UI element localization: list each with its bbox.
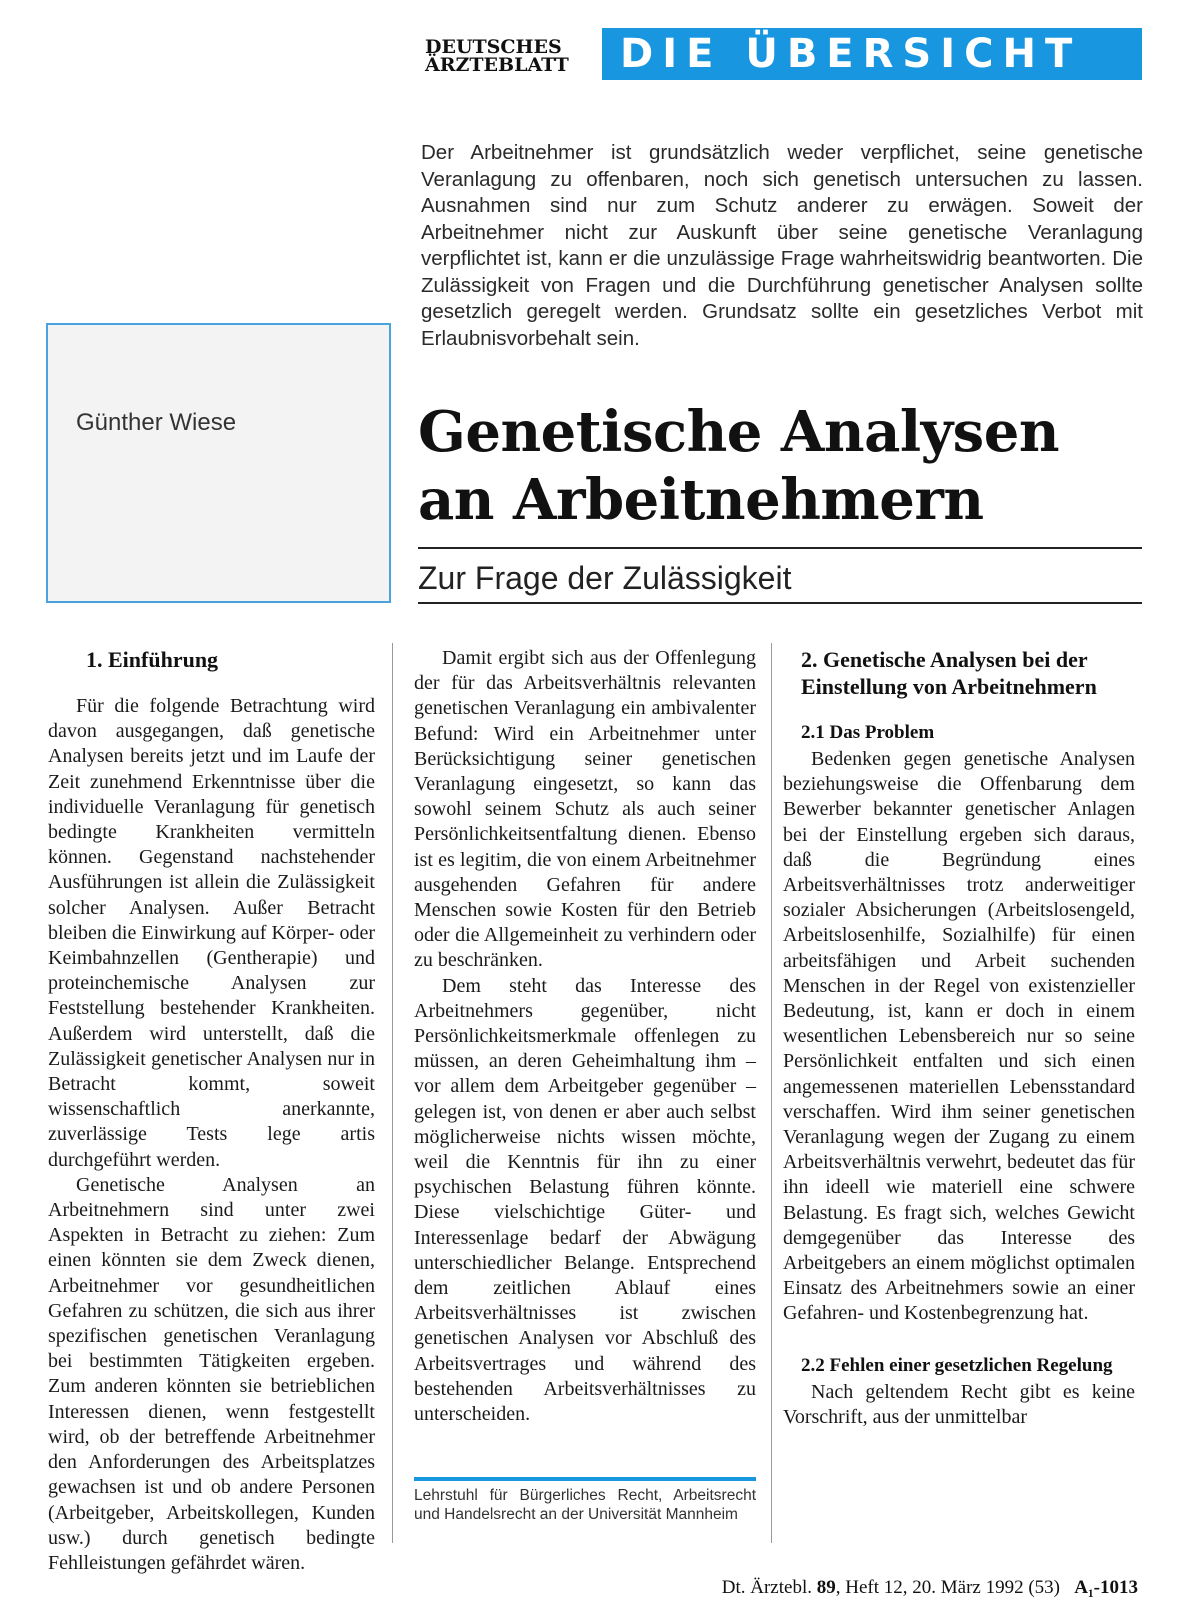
column-divider-1 <box>392 643 393 1543</box>
title-rule-bottom <box>418 602 1142 604</box>
section-heading-genetic-analyses: 2. Genetische Analysen bei der Einstellung von Arbeitnehmern <box>801 647 1097 699</box>
paragraph: Für die folgende Betrachtung wird davon ausgegangen, daß genetische Analysen bereits jetzt und im Laufe der Zeit zunehmend Erkenntnisse über die individuelle Veranlagung für genetisch bedingte Krankheiten vermitteln können. Gegenstand nachstehender Ausführungen ist allein die Zulässigkeit solcher Analysen. Außer Betracht bleiben die Einwirkung auf Körper- oder Keimbahnzellen (Gentherapie) und proteinchemische Analysen zur Feststellung bestehender Krankheiten. Außerdem wird unterstellt, daß die Zulässigkeit genetischer Analysen nur in Betracht kommt, soweit wissenschaftlich anerkannte, zuverlässige Tests lege artis durchgeführt werden. <box>48 695 375 1171</box>
column-2 <box>414 646 756 1427</box>
footer-journal: Dt. Ärztebl. <box>721 1577 812 1598</box>
author-name: Günther Wiese <box>76 409 237 436</box>
paragraph: Genetische Analysen an Arbeitnehmern sind unter zwei Aspekten in Betracht zu ziehen: Zum einen könnten sie dem Zweck dienen, Arbeitnehmer vor gesundheitlichen Gefahren zu schützen, die sich aus ihrer spezifischen genetischen Veranlagung bei bestimmten Tätigkeiten ergeben. Zum anderen könnten sie betrieblichen Interessen dienen, wenn festgestellt wird, ob der betreffende Arbeitnehmer den Anforderungen des Arbeitsplatzes gewachsen ist und ob andere Personen (Arbeitgeber, Arbeitskollegen, Kunden usw.) durch genetisch bedingte Fehlleistungen gefährdet wären. <box>48 1173 375 1574</box>
logo-line-1: DEUTSCHES <box>425 36 562 58</box>
footer-volume: 89 <box>816 1577 836 1598</box>
author-box <box>46 323 391 603</box>
column-1 <box>48 646 375 1576</box>
title-line-2: an Arbeitnehmern <box>418 467 984 533</box>
title-rule-top <box>418 547 1142 549</box>
column-divider-2 <box>771 643 772 1543</box>
subsection-heading-problem: 2.1 Das Problem <box>801 722 935 743</box>
paragraph: Dem steht das Interesse des Arbeitnehmers gegenüber, nicht Persönlichkeitsmerkmale offenlegen zu müssen, an deren Geheimhaltung ihm – vor allem dem Arbeitgeber gegenüber – gelegen ist, von denen er aber auch selbst möglicherweise nichts wissen möchte, weil die Kenntnis für ihn zu einer psychischen Belastung führen könnte. Diese vielschichtige Güter- und Interessenlage bedarf der Abwägung unterschiedlicher Belange. Entsprechend dem zeitlichen Ablauf eines Arbeitsverhältnisses ist zwischen genetischen Analysen vor Abschluß des Arbeitsvertrages und während des bestehenden Arbeitsverhältnisses zu unterscheiden. <box>414 974 756 1426</box>
paragraph: Bedenken gegen genetische Analysen beziehungsweise die Offenbarung dem Bewerber bekannter genetischer Anlagen bei der Einstellung ergeben sich daraus, daß die Begründung eines Arbeitsverhältnisses trotz anderweitiger sozialer Absicherungen (Arbeitslosengeld, Arbeitslosenhilfe, Sozialhilfe) für einen arbeitsfähigen und Arbeit suchenden Menschen in der Regel von existenzieller Bedeutung, ist, kann er doch in einem wesentlichen Lebensbereich nur so seine Persönlichkeit entfalten und sich einen angemessenen materiellen Lebensstandard verschaffen. Wird ihm seiner genetischen Veranlagung wegen der Zugang zu einem Arbeitsverhältnis verwehrt, bedeutet das für ihn ideell wie materiell eine schwere Belastung. Es fragt sich, welches Gewicht demgegenüber das Interesse des Arbeitgebers an einem möglichst optimalen Einsatz des Arbeitnehmers sowie an einer Gefahren- und Kostenbegrenzung hat. <box>783 748 1135 1325</box>
title-line-1: Genetische Analysen <box>418 399 1060 465</box>
column-3 <box>783 646 1135 1430</box>
author-affiliation: Lehrstuhl für Bürgerliches Recht, Arbeitsrecht und Handelsrecht an der Universität Mannheim <box>414 1477 756 1524</box>
paragraph: Nach geltendem Recht gibt es keine Vorschrift, aus der unmittelbar <box>783 1380 1135 1428</box>
section-banner: DIE ÜBERSICHT <box>602 28 1142 80</box>
abstract: Der Arbeitnehmer ist grundsätzlich weder verpflichet, seine genetische Veranlagung zu offenbaren, noch sich genetisch untersuchen zu lassen. Ausnahmen sind nur zum Schutz anderer zu erwägen. Soweit der Arbeitnehmer nicht zur Auskunft über seine genetische Veranlagung verpflichtet ist, kann er die unzulässige Frage wahrheitswidrig beantworten. Die Zulässigkeit von Fragen und die Durchführung genetischer Analysen sollte gesetzlich geregelt werden. Grundsatz sollte ein gesetzliches Verbot mit Erlaubnisvorbehalt sein. <box>421 141 1143 350</box>
paragraph: Damit ergibt sich aus der Offenlegung der für das Arbeitsverhältnis relevanten genetischen Veranlagung ein ambivalenter Befund: Wird ein Arbeitnehmer unter Berücksichtigung seiner genetischen Veranlagung eingesetzt, so kann das sowohl seinem Schutz als auch seiner Persönlichkeitsentfaltung dienen. Ebenso ist es legitim, die von einem Arbeitnehmer ausgehenden Gefahren für andere Menschen sowie Kosten für den Betrieb oder die Allgemeinheit zu verhindern oder zu beschränken. <box>414 647 756 972</box>
journal-logo <box>425 38 595 74</box>
logo-line-2: ÄRZTEBLATT <box>425 54 569 76</box>
page-footer <box>722 1577 1138 1599</box>
section-heading-introduction: 1. Einführung <box>86 647 219 672</box>
article-subtitle: Zur Frage der Zulässigkeit <box>418 560 792 596</box>
article-title <box>418 398 1158 534</box>
footer-issue: , Heft 12, 20. März 1992 (53) <box>835 1577 1060 1598</box>
subsection-heading-no-regulation: 2.2 Fehlen einer gesetzlichen Regelung <box>801 1354 1113 1376</box>
footer-page-number: A₁-1013 <box>1074 1577 1138 1598</box>
